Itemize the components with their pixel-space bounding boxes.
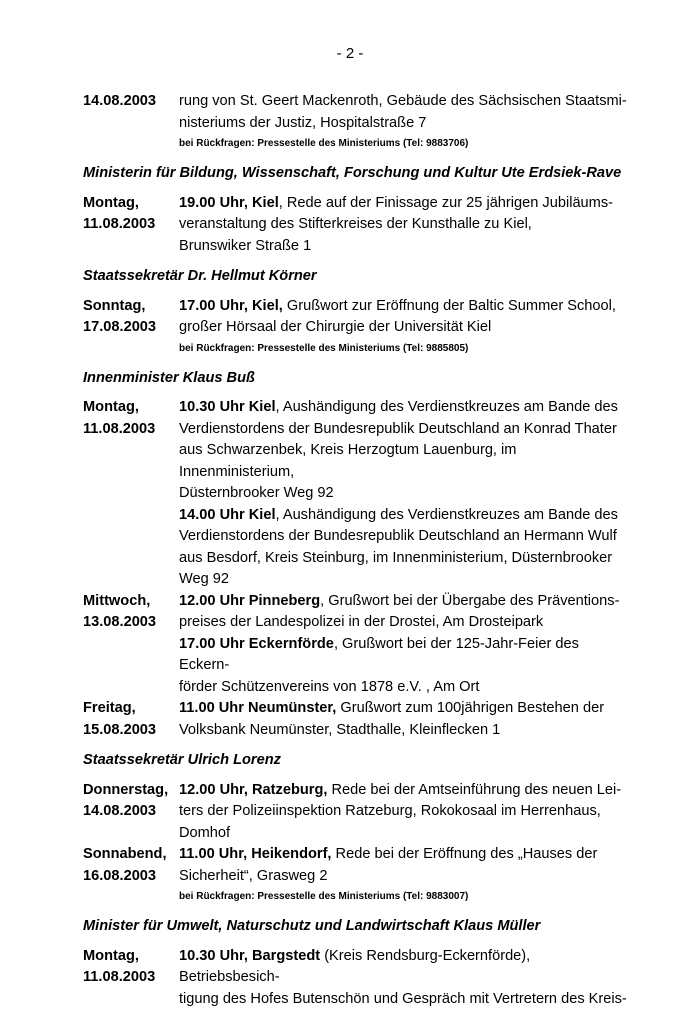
- event-time-place: 10.30 Uhr, Bargstedt: [179, 948, 320, 964]
- event-text: , Rede auf der Finissage zur 25 jährigen Jubiläums-: [279, 195, 613, 211]
- schedule-entry: [83, 698, 628, 741]
- entry-body: [179, 946, 628, 1010]
- entry-date: [83, 296, 179, 359]
- event-item: [179, 397, 628, 505]
- event-text: Verdienstordens der Bundesrepublik Deutschland an Hermann Wulf: [179, 528, 617, 544]
- date-line: Mittwoch,: [83, 591, 179, 613]
- schedule-entry: [83, 591, 628, 699]
- event-time-place: 10.30 Uhr Kiel: [179, 399, 276, 415]
- event-item: [179, 91, 628, 134]
- date-line: 11.08.2003: [83, 419, 179, 441]
- event-text: nisteriums der Justiz, Hospitalstraße 7: [179, 115, 426, 131]
- event-text: Domhof: [179, 825, 230, 841]
- event-item: [179, 946, 628, 1010]
- entry-body: [179, 91, 628, 154]
- event-time-place: 14.00 Uhr Kiel: [179, 507, 276, 523]
- event-text: , Aushändigung des Verdienstkreuzes am Bande des: [276, 507, 618, 523]
- schedule-entry: [83, 946, 628, 1010]
- page-number: - 2 -: [0, 45, 700, 62]
- press-schedule-document: [83, 91, 628, 1010]
- press-contact-note: bei Rückfragen: Pressestelle des Ministeriums (Tel: 9885805): [179, 339, 628, 359]
- entry-date: [83, 91, 179, 154]
- event-item: [179, 634, 628, 699]
- date-line: Donnerstag,: [83, 780, 179, 802]
- event-time-place: 17.00 Uhr Eckernförde: [179, 636, 334, 652]
- entry-body: [179, 591, 628, 699]
- event-text: preises der Landespolizei in der Drostei, Am Drosteipark: [179, 614, 543, 630]
- section-heading: Innenminister Klaus Buß: [83, 368, 628, 390]
- event-text: (Kreis Rendsburg-Eckernförde), Betriebsbesich-: [179, 948, 530, 986]
- date-line: Freitag,: [83, 698, 179, 720]
- entry-body: [179, 296, 628, 359]
- event-text: Brunswiker Straße 1: [179, 238, 311, 254]
- entry-date: [83, 193, 179, 258]
- event-text: Grußwort zum 100jährigen Bestehen der: [336, 700, 604, 716]
- date-line: 11.08.2003: [83, 214, 179, 236]
- entry-date: [83, 591, 179, 699]
- event-text: Weg 92: [179, 571, 229, 587]
- schedule-entry: [83, 844, 628, 907]
- event-text: Rede bei der Eröffnung des „Hauses der: [332, 846, 598, 862]
- schedule-entry: [83, 780, 628, 845]
- entry-body: [179, 844, 628, 907]
- entry-date: [83, 946, 179, 1010]
- event-text: tigung des Hofes Butenschön und Gespräch mit Vertretern des Kreis-: [179, 991, 627, 1007]
- event-text: rung von St. Geert Mackenroth, Gebäude des Sächsischen Staatsmi-: [179, 93, 627, 109]
- entry-body: [179, 698, 628, 741]
- date-line: Sonnabend,: [83, 844, 179, 866]
- event-text: förder Schützenvereins von 1878 e.V. , Am Ort: [179, 679, 479, 695]
- date-line: Montag,: [83, 397, 179, 419]
- press-contact-note: bei Rückfragen: Pressestelle des Ministeriums (Tel: 9883706): [179, 134, 628, 154]
- section-heading: Ministerin für Bildung, Wissenschaft, Forschung und Kultur Ute Erdsiek-Rave: [83, 163, 628, 185]
- event-item: [179, 505, 628, 591]
- entry-body: [179, 780, 628, 845]
- event-text: , Grußwort bei der Übergabe des Präventions-: [320, 593, 619, 609]
- event-item: [179, 193, 628, 258]
- date-line: 13.08.2003: [83, 612, 179, 634]
- entry-body: [179, 193, 628, 258]
- event-text: ters der Polizeiinspektion Ratzeburg, Rokokosaal im Herrenhaus,: [179, 803, 601, 819]
- event-item: [179, 844, 628, 887]
- event-text: veranstaltung des Stifterkreises der Kunsthalle zu Kiel,: [179, 216, 532, 232]
- event-time-place: 11.00 Uhr Neumünster,: [179, 700, 336, 716]
- date-line: Montag,: [83, 946, 179, 968]
- section-heading: Minister für Umwelt, Naturschutz und Landwirtschaft Klaus Müller: [83, 916, 628, 938]
- date-line: 11.08.2003: [83, 967, 179, 989]
- event-text: Sicherheit“, Grasweg 2: [179, 868, 327, 884]
- event-text: aus Schwarzenbek, Kreis Herzogtum Lauenburg, im Innenministerium,: [179, 442, 516, 480]
- date-line: 15.08.2003: [83, 720, 179, 742]
- event-item: [179, 780, 628, 845]
- section-heading: Staatssekretär Dr. Hellmut Körner: [83, 266, 628, 288]
- date-line: 17.08.2003: [83, 317, 179, 339]
- event-text: , Aushändigung des Verdienstkreuzes am Bande des: [276, 399, 618, 415]
- entry-body: [179, 397, 628, 591]
- event-time-place: 11.00 Uhr, Heikendorf,: [179, 846, 332, 862]
- event-text: Grußwort zur Eröffnung der Baltic Summer School,: [283, 298, 616, 314]
- entry-date: [83, 397, 179, 591]
- section-heading: Staatssekretär Ulrich Lorenz: [83, 750, 628, 772]
- schedule-entry: [83, 296, 628, 359]
- event-text: Volksbank Neumünster, Stadthalle, Kleinflecken 1: [179, 722, 500, 738]
- entry-date: [83, 698, 179, 741]
- schedule-entry: [83, 193, 628, 258]
- entry-date: [83, 844, 179, 907]
- event-time-place: 17.00 Uhr, Kiel,: [179, 298, 283, 314]
- event-item: [179, 591, 628, 634]
- entry-date: [83, 780, 179, 845]
- date-line: 14.08.2003: [83, 91, 179, 113]
- date-line: Montag,: [83, 193, 179, 215]
- event-item: [179, 698, 628, 741]
- schedule-entry: [83, 91, 628, 154]
- date-line: Sonntag,: [83, 296, 179, 318]
- date-line: 16.08.2003: [83, 866, 179, 888]
- event-text: Düsternbrooker Weg 92: [179, 485, 334, 501]
- press-contact-note: bei Rückfragen: Pressestelle des Ministeriums (Tel: 9883007): [179, 887, 628, 907]
- event-time-place: 12.00 Uhr Pinneberg: [179, 593, 320, 609]
- date-line: 14.08.2003: [83, 801, 179, 823]
- event-text: aus Besdorf, Kreis Steinburg, im Innenministerium, Düsternbrooker: [179, 550, 612, 566]
- event-time-place: 12.00 Uhr, Ratzeburg,: [179, 782, 327, 798]
- event-text: Verdienstordens der Bundesrepublik Deutschland an Konrad Thater: [179, 421, 617, 437]
- event-item: [179, 296, 628, 339]
- schedule-entry: [83, 397, 628, 591]
- event-text: , Grußwort bei der 125-Jahr-Feier des Eckern-: [179, 636, 579, 674]
- event-text: großer Hörsaal der Chirurgie der Universität Kiel: [179, 319, 491, 335]
- event-text: Rede bei der Amtseinführung des neuen Lei-: [327, 782, 621, 798]
- event-time-place: 19.00 Uhr, Kiel: [179, 195, 279, 211]
